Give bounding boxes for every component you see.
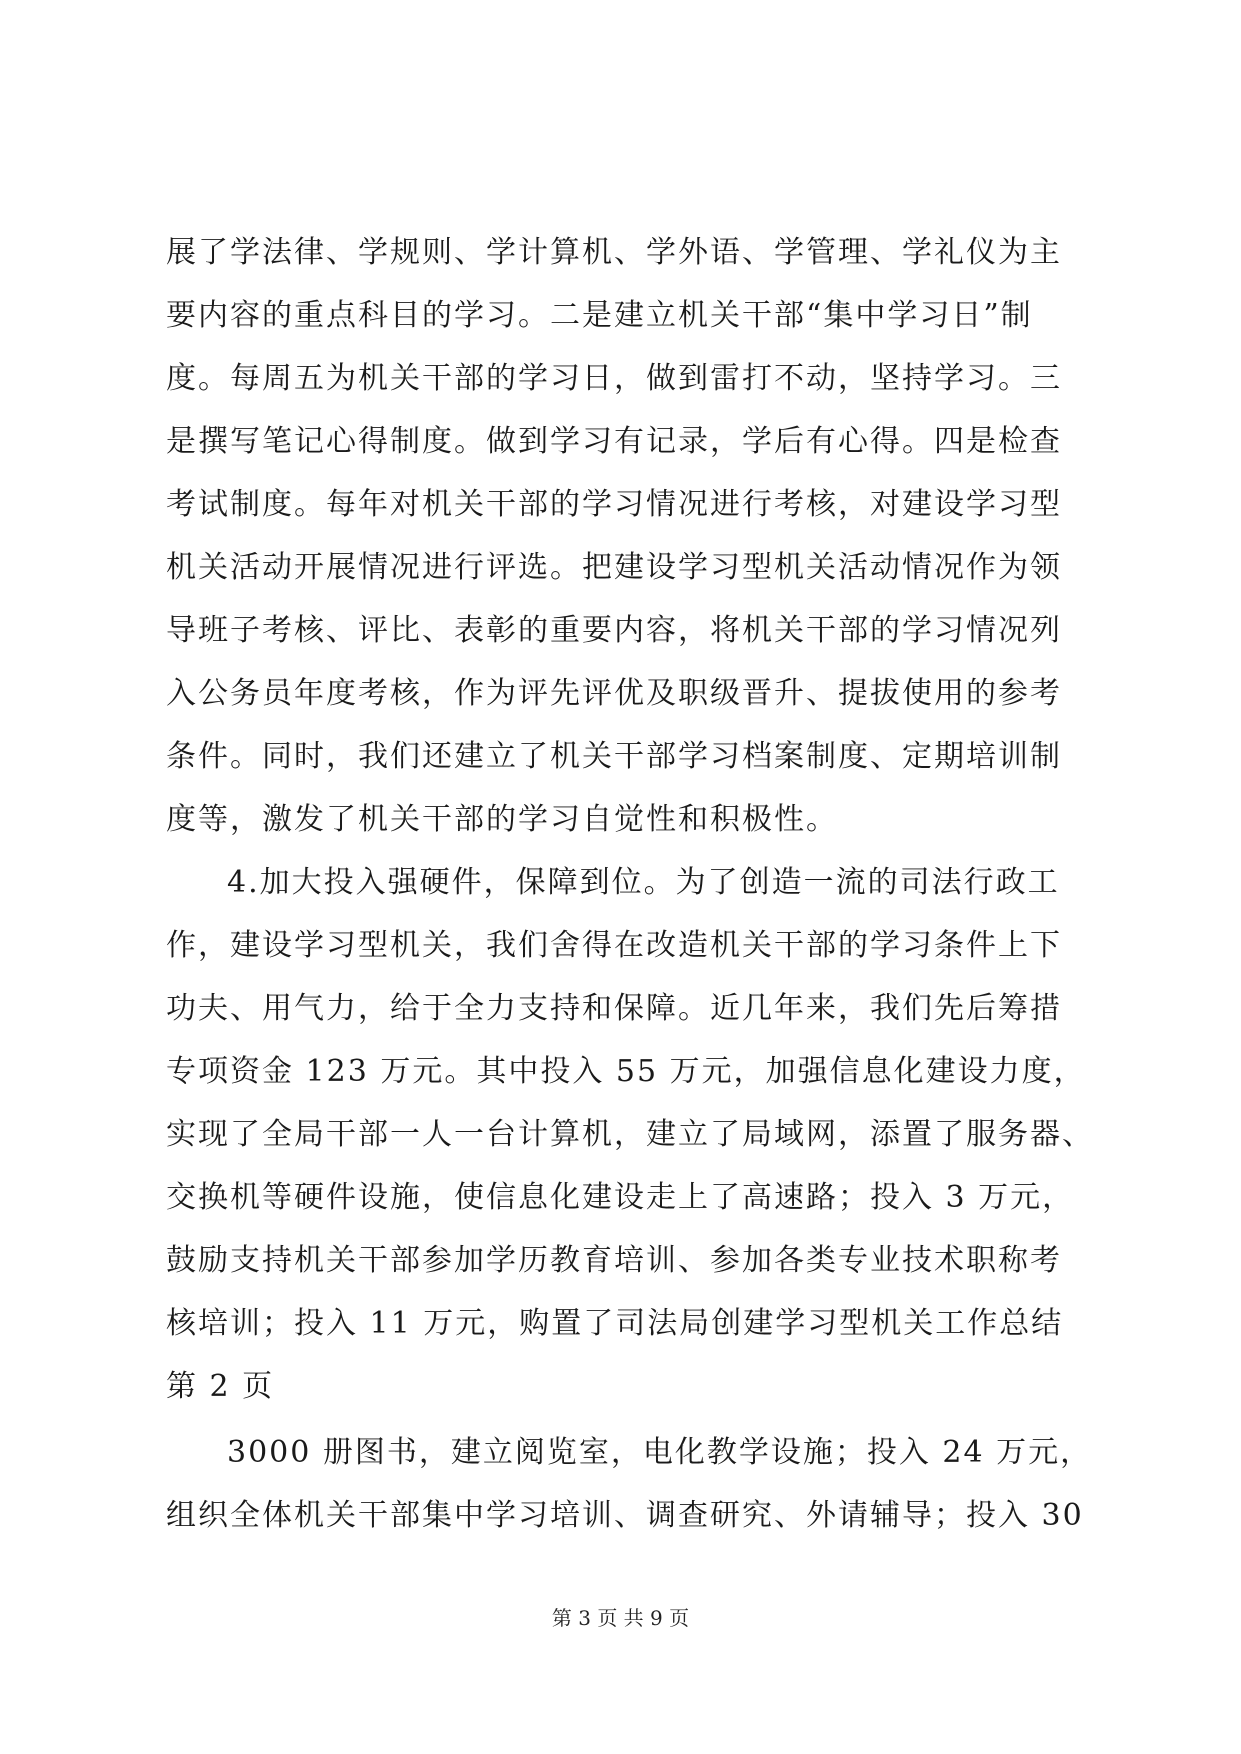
paragraph-start-line: 3000 册图书，建立阅览室，电化教学设施；投入 24 万元， <box>227 1435 1093 1470</box>
inline-page-marker: 第 2 页 <box>166 1369 275 1404</box>
text-line: 要内容的重点科目的学习。二是建立机关干部“集中学习日”制 <box>166 298 1033 333</box>
text-line: 作，建设学习型机关，我们舍得在改造机关干部的学习条件上下 <box>166 928 1062 963</box>
text-line: 考试制度。每年对机关干部的学习情况进行考核，对建设学习型 <box>166 487 1062 522</box>
paragraph-start-line: 4.加大投入强硬件，保障到位。为了创造一流的司法行政工 <box>227 865 1060 900</box>
text-line: 功夫、用气力，给于全力支持和保障。近几年来，我们先后筹措 <box>166 991 1062 1026</box>
text-line: 鼓励支持机关干部参加学历教育培训、参加各类专业技术职称考 <box>166 1243 1062 1278</box>
text-line: 度等，激发了机关干部的学习自觉性和积极性。 <box>166 802 838 837</box>
text-line: 度。每周五为机关干部的学习日，做到雷打不动，坚持学习。三 <box>166 361 1062 396</box>
text-line: 交换机等硬件设施，使信息化建设走上了高速路；投入 3 万元， <box>166 1180 1075 1215</box>
text-line: 实现了全局干部一人一台计算机，建立了局域网，添置了服务器、 <box>166 1117 1094 1152</box>
text-line: 条件。同时，我们还建立了机关干部学习档案制度、定期培训制 <box>166 739 1062 774</box>
text-line: 导班子考核、评比、表彰的重要内容，将机关干部的学习情况列 <box>166 613 1062 648</box>
text-line: 组织全体机关干部集中学习培训、调查研究、外请辅导；投入 30 <box>166 1498 1084 1533</box>
text-line: 专项资金 123 万元。其中投入 55 万元，加强信息化建设力度， <box>166 1054 1086 1089</box>
text-line: 机关活动开展情况进行评选。把建设学习型机关活动情况作为领 <box>166 550 1062 585</box>
page-footer: 第 3 页 共 9 页 <box>551 1606 690 1630</box>
text-line: 入公务员年度考核，作为评先评优及职级晋升、提拔使用的参考 <box>166 676 1062 711</box>
text-line: 是撰写笔记心得制度。做到学习有记录，学后有心得。四是检查 <box>166 424 1062 459</box>
text-line: 核培训；投入 11 万元，购置了司法局创建学习型机关工作总结 <box>166 1306 1064 1341</box>
text-line: 展了学法律、学规则、学计算机、学外语、学管理、学礼仪为主 <box>166 235 1062 270</box>
